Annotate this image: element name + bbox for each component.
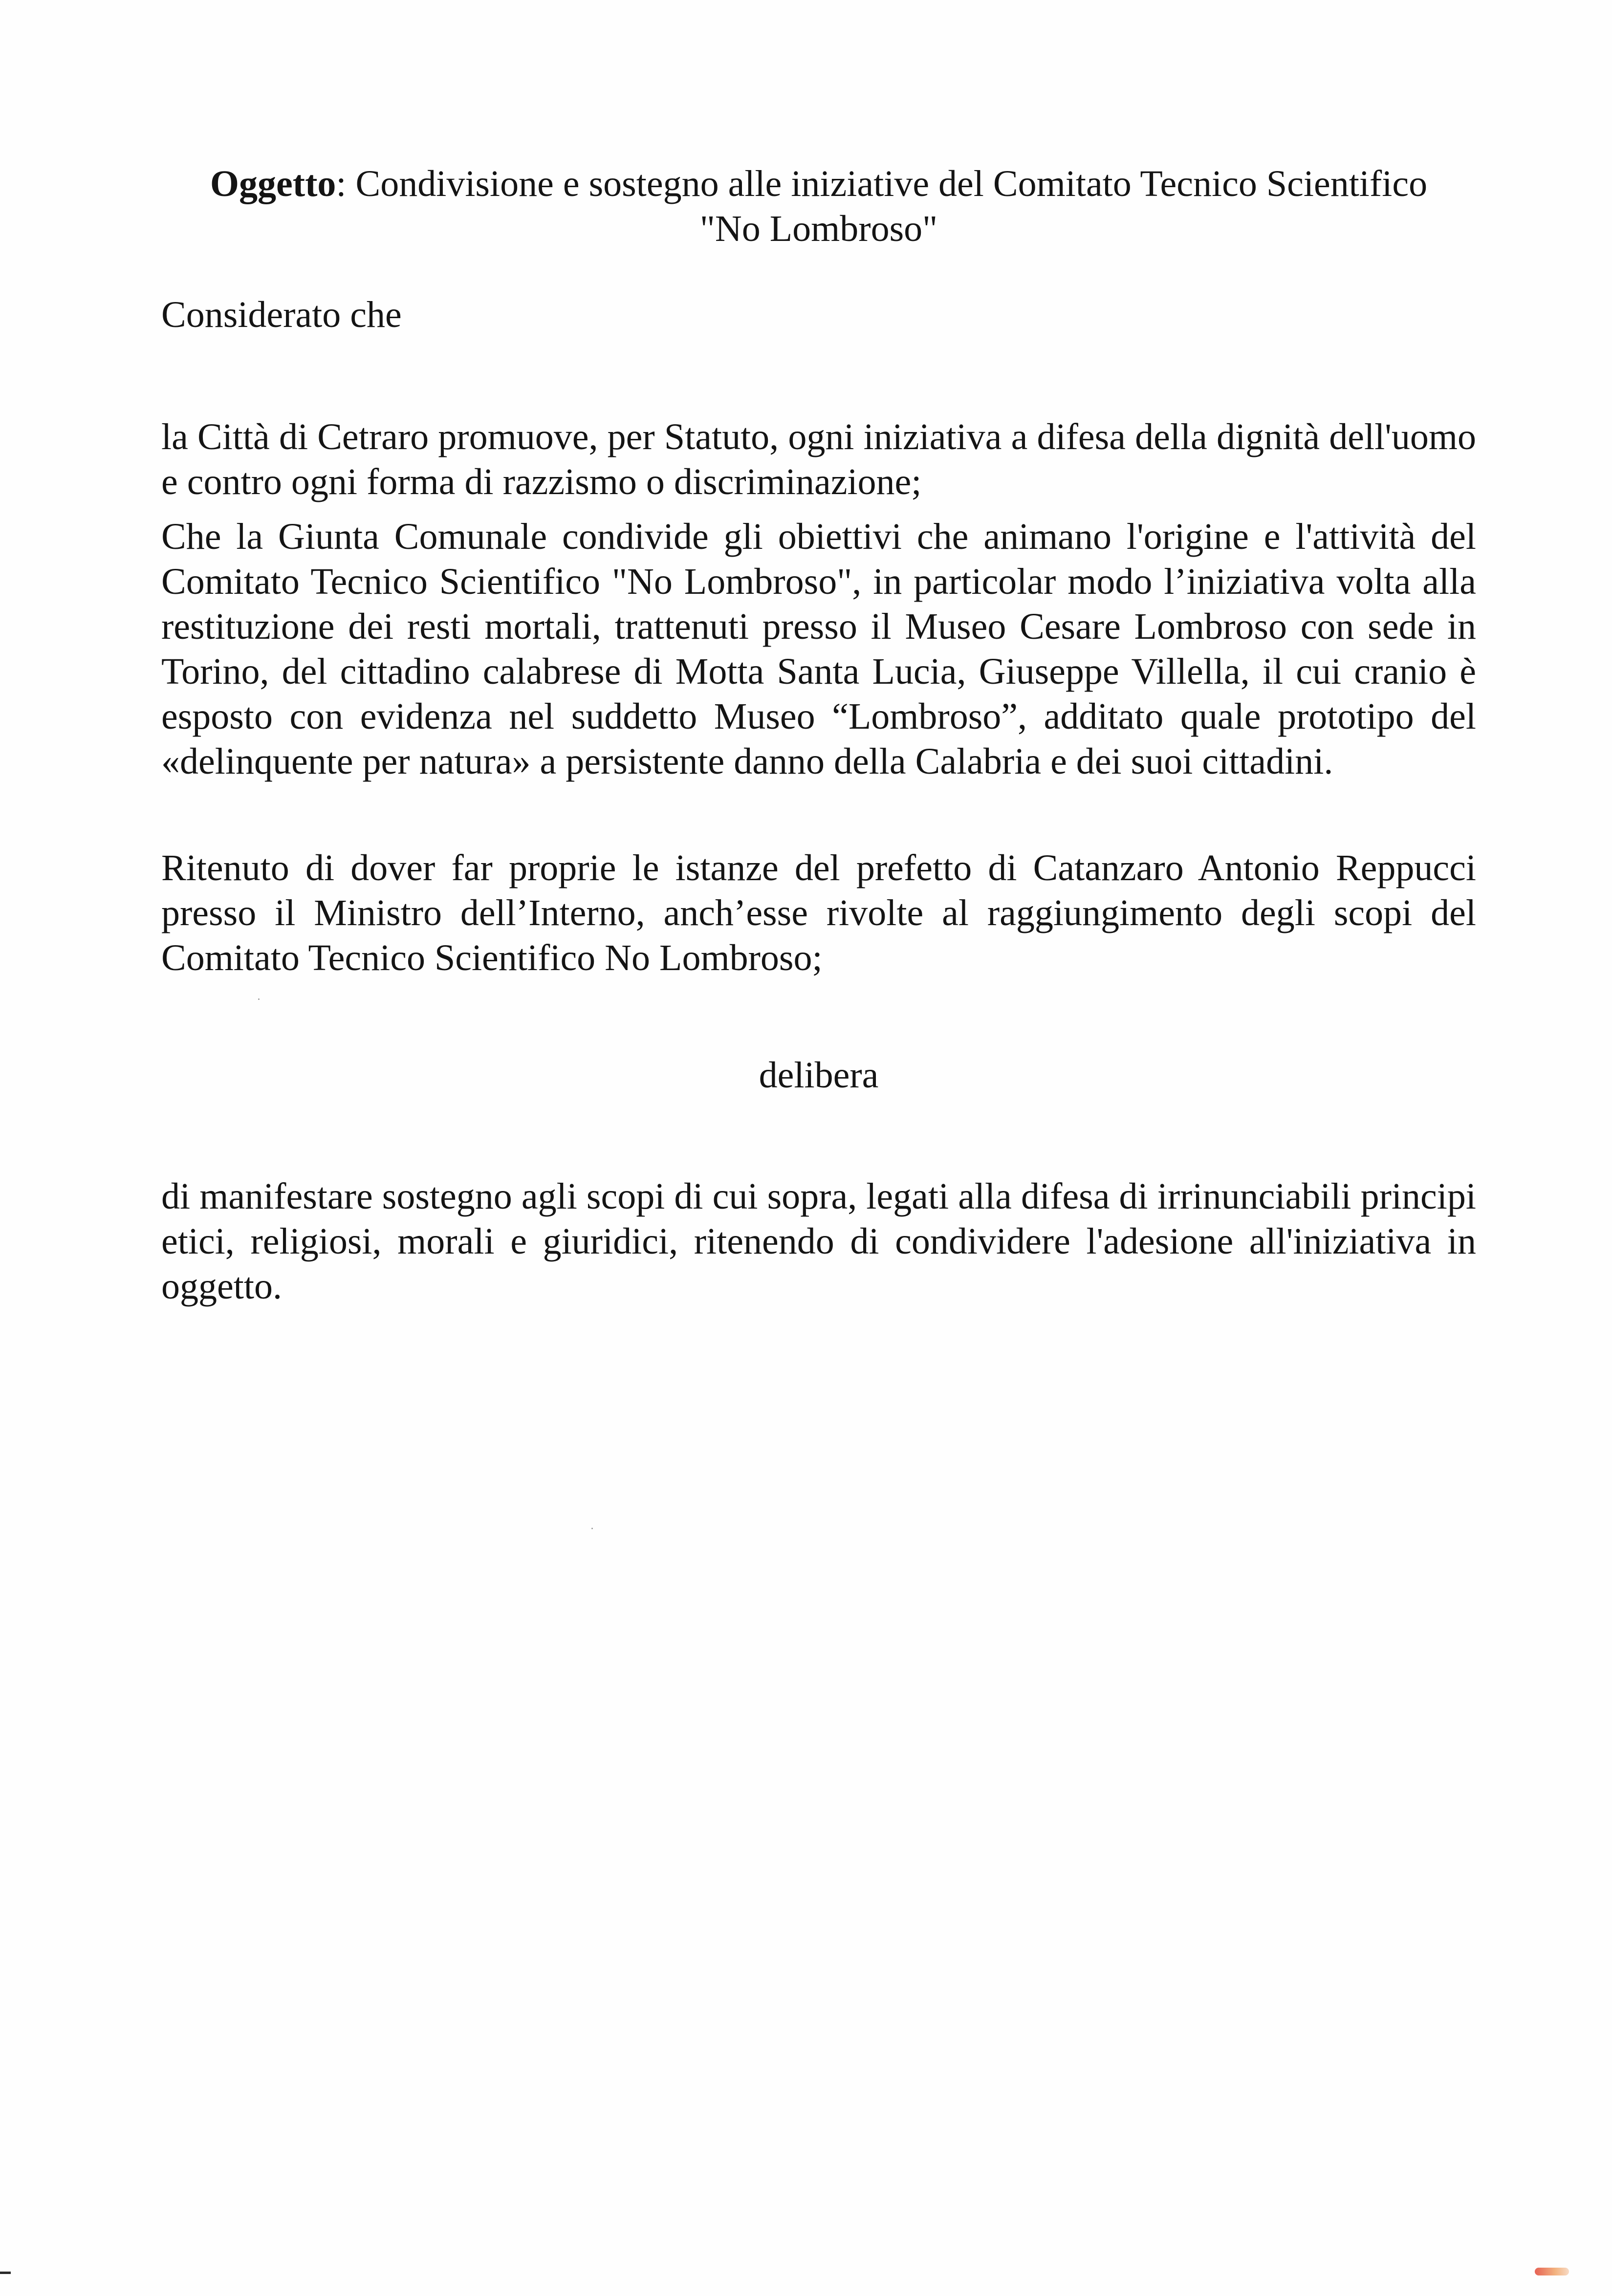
resolution-paragraph: di manifestare sostegno agli scopi di cui sopra, legati alla difesa di irrinunciabili principi etici, religiosi, morali e giuridici, ritenendo di condividere l'adesione all'iniziativa in oggetto. [161, 1176, 1476, 1307]
intro-text: Considerato che [161, 294, 402, 335]
subject-text-line2: "No Lombroso" [699, 208, 938, 249]
watermark-logo [1535, 2268, 1569, 2275]
resolution-heading: delibera [759, 1055, 879, 1096]
scan-speck [258, 998, 260, 1000]
subject-line [161, 161, 1476, 206]
subject-line-2 [161, 206, 1476, 251]
subject-text: : Condivisione e sostegno alle iniziative del Comitato Tecnico Scientifico [336, 163, 1428, 204]
paragraph-1: la Città di Cetraro promuove, per Statuto, ogni iniziativa a difesa della dignità dell'uomo e contro ogni forma di razzismo o discriminazione; [161, 416, 1476, 502]
subject-label: Oggetto [210, 163, 336, 204]
paragraph-2: Che la Giunta Comunale condivide gli obiettivi che animano l'origine e l'attività del Comitato Tecnico Scientifico "No Lombroso", in particolar modo l’iniziativa volta alla restituzione dei resti mortali, trattenuti presso il Museo Cesare Lombroso con sede in Torino, del cittadino calabrese di Motta Santa Lucia, Giuseppe Villella, il cui cranio è esposto con evidenza nel suddetto Museo “Lombroso”, additato quale prototipo del «delinquente per natura» a persistente danno della Calabria e dei suoi cittadini. [161, 516, 1476, 782]
paragraph-3: Ritenuto di dover far proprie le istanze del prefetto di Catanzaro Antonio Reppucci presso il Ministro dell’Interno, anch’esse rivolte al raggiungimento degli scopi del Comitato Tecnico Scientifico No Lombroso; [161, 847, 1476, 978]
scan-edge-mark [0, 2272, 11, 2274]
scan-speck [591, 1528, 593, 1529]
